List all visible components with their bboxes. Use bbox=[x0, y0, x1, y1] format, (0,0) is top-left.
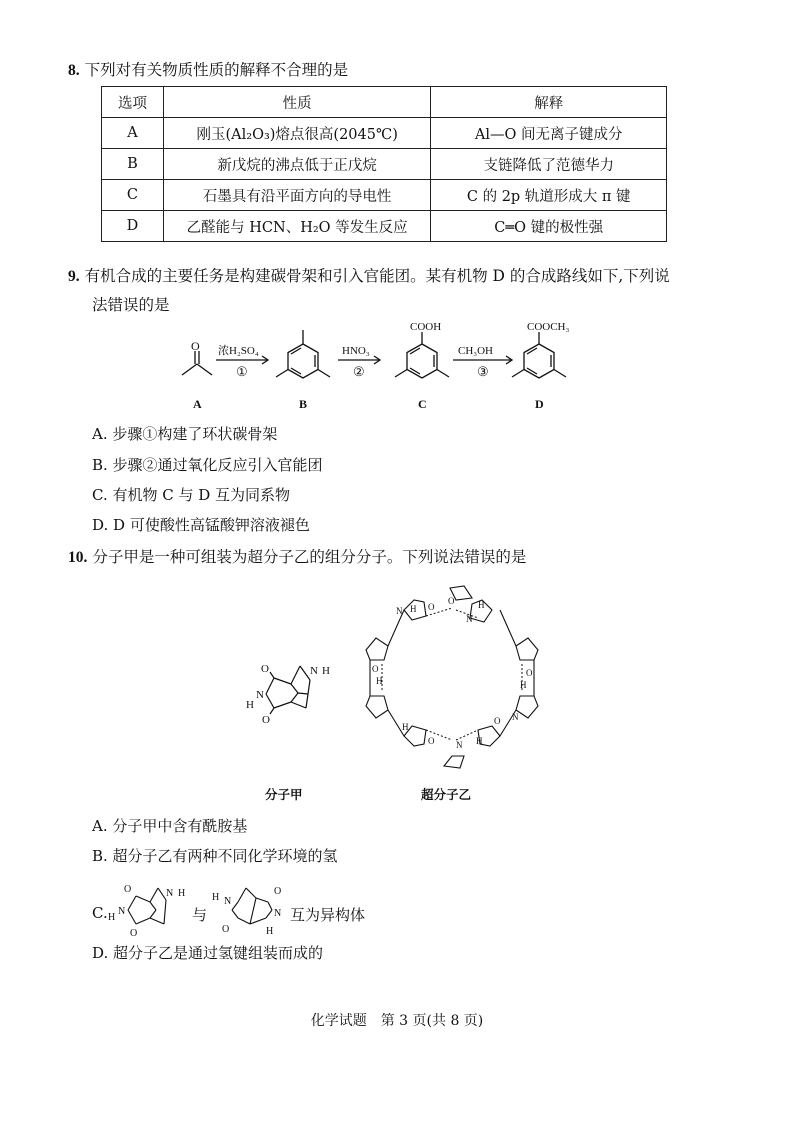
hydrogen-atom: H bbox=[376, 676, 383, 686]
table-row bbox=[102, 211, 667, 242]
table-row bbox=[102, 180, 667, 211]
table-cell: Al—O 间无离子键成分 bbox=[431, 118, 667, 149]
table-row bbox=[102, 149, 667, 180]
option-c-structure-1 bbox=[104, 880, 189, 942]
table-row bbox=[102, 118, 667, 149]
q10-option-b: B. 超分子乙有两种不同化学环境的氢 bbox=[92, 847, 338, 865]
hydrogen-atom: H bbox=[212, 892, 220, 903]
q10-option-a: A. 分子甲中含有酰胺基 bbox=[92, 817, 248, 835]
compound-label: B bbox=[299, 397, 308, 411]
compound-c-structure bbox=[395, 332, 449, 378]
compound-label: C bbox=[418, 397, 427, 411]
compound-a-structure bbox=[182, 351, 212, 375]
table-cell: 新戊烷的沸点低于正戊烷 bbox=[163, 149, 431, 180]
supramolecule-yi-diagram bbox=[352, 580, 552, 780]
unit-right bbox=[516, 638, 538, 718]
hydrogen-atom: H bbox=[478, 600, 485, 610]
oxygen-atom: O bbox=[428, 736, 435, 746]
q10-option-d: D. 超分子乙是通过氢键组装而成的 bbox=[92, 944, 324, 962]
d-functional-group: COOCH₃ bbox=[527, 321, 570, 333]
oxygen-atom: O bbox=[222, 924, 230, 935]
unit-bottom bbox=[404, 726, 500, 768]
table-cell: 乙醛能与 HCN、H₂O 等发生反应 bbox=[163, 211, 431, 242]
q10-option-c-suffix: 互为异构体 bbox=[290, 906, 366, 924]
q9-option-c: C. 有机物 C 与 D 互为同系物 bbox=[92, 486, 291, 504]
nitrogen-atom: N bbox=[166, 888, 174, 899]
reagent-label: 浓H₂SO₄ bbox=[218, 345, 259, 357]
table-header: 解释 bbox=[431, 87, 667, 118]
oxygen-atom: O bbox=[494, 716, 501, 726]
table-header: 选项 bbox=[102, 87, 164, 118]
hydrogen-atom: H bbox=[520, 680, 527, 690]
compound-b-structure bbox=[276, 330, 330, 378]
step-label: ① bbox=[236, 364, 248, 379]
table-cell: 石墨具有沿平面方向的导电性 bbox=[163, 180, 431, 211]
q9-option-b: B. 步骤②通过氧化反应引入官能团 bbox=[92, 456, 323, 474]
q8-number: 8. bbox=[68, 62, 80, 79]
option-c-structure-2 bbox=[208, 880, 288, 942]
q8-stem-line bbox=[68, 58, 348, 80]
hydrogen-atom: H bbox=[402, 722, 409, 732]
compound-label: A bbox=[193, 397, 202, 411]
hydrogen-atom: H bbox=[108, 912, 116, 923]
oxygen-atom: O bbox=[261, 663, 269, 675]
nitrogen-atom: N bbox=[310, 665, 318, 677]
table-cell: D bbox=[102, 211, 164, 242]
reagent-label: CH₃OH bbox=[458, 345, 494, 357]
q9-option-a: A. 步骤①构建了环状碳骨架 bbox=[92, 425, 278, 443]
q10-option-c-mid: 与 bbox=[192, 906, 208, 924]
table-cell: 刚玉(Al₂O₃)熔点很高(2045℃) bbox=[163, 118, 431, 149]
nitrogen-atom: N bbox=[512, 712, 519, 722]
table-cell: 支链降低了范德华力 bbox=[431, 149, 667, 180]
page-footer: 化学试题 第 3 页(共 8 页) bbox=[310, 1013, 484, 1029]
table-header: 性质 bbox=[163, 87, 431, 118]
hydrogen-atom: H bbox=[476, 736, 483, 746]
reagent-label: HNO₃ bbox=[342, 345, 370, 357]
oxygen-atom: O bbox=[448, 596, 455, 606]
hydrogen-atom: H bbox=[322, 665, 330, 677]
nitrogen-atom: N bbox=[396, 606, 403, 616]
nitrogen-atom: N bbox=[274, 908, 282, 919]
q9-stem: 有机合成的主要任务是构建碳骨架和引入官能团。某有机物 D 的合成路线如下,下列说 bbox=[84, 267, 670, 285]
hydrogen-atom: H bbox=[266, 926, 274, 937]
label-jia: 分子甲 bbox=[265, 788, 303, 802]
oxygen-atom: O bbox=[372, 664, 379, 674]
molecule-jia-diagram bbox=[236, 650, 356, 730]
nitrogen-atom: N bbox=[118, 906, 126, 917]
label-yi: 超分子乙 bbox=[421, 788, 472, 802]
step-label: ② bbox=[353, 364, 365, 379]
q8-table bbox=[101, 86, 667, 242]
table-cell: C═O 键的极性强 bbox=[431, 211, 667, 242]
oxygen-atom: O bbox=[274, 886, 282, 897]
q10-option-c-prefix: C. bbox=[92, 904, 108, 922]
nitrogen-atom: N bbox=[456, 740, 463, 750]
nitrogen-atom: N bbox=[466, 614, 473, 624]
q10-number: 10. bbox=[68, 549, 88, 566]
compound-d-structure bbox=[512, 332, 566, 378]
hydrogen-atom: H bbox=[178, 888, 186, 899]
q9-stem-line2: 法错误的是 bbox=[92, 296, 170, 314]
q9-option-d: D. D 可使酸性高锰酸钾溶液褪色 bbox=[92, 516, 310, 534]
step-label: ③ bbox=[477, 364, 489, 379]
q10-stem: 分子甲是一种可组装为超分子乙的组分分子。下列说法错误的是 bbox=[92, 548, 527, 566]
table-header-row bbox=[102, 87, 667, 118]
oxygen-atom: O bbox=[262, 714, 270, 726]
hydrogen-atom: H bbox=[246, 699, 254, 711]
q10-stem-line bbox=[68, 545, 526, 567]
oxygen-atom: O bbox=[428, 602, 435, 612]
q9-stem-line1 bbox=[68, 264, 670, 286]
q8-stem: 下列对有关物质性质的解释不合理的是 bbox=[84, 61, 349, 79]
table-cell: B bbox=[102, 149, 164, 180]
oxygen-atom: O bbox=[130, 928, 138, 939]
compound-label: D bbox=[535, 397, 544, 411]
c-functional-group: COOH bbox=[410, 321, 442, 333]
table-cell: C 的 2p 轨道形成大 π 键 bbox=[431, 180, 667, 211]
oxygen-atom: O bbox=[526, 668, 533, 678]
nitrogen-atom: N bbox=[224, 896, 232, 907]
table-cell: C bbox=[102, 180, 164, 211]
hydrogen-atom: H bbox=[410, 604, 417, 614]
q9-number: 9. bbox=[68, 268, 80, 285]
oxygen-atom: O bbox=[124, 884, 132, 895]
nitrogen-atom: N bbox=[256, 689, 264, 701]
ketone-oxygen: O bbox=[191, 339, 200, 353]
synthesis-scheme bbox=[0, 318, 794, 418]
table-cell: A bbox=[102, 118, 164, 149]
